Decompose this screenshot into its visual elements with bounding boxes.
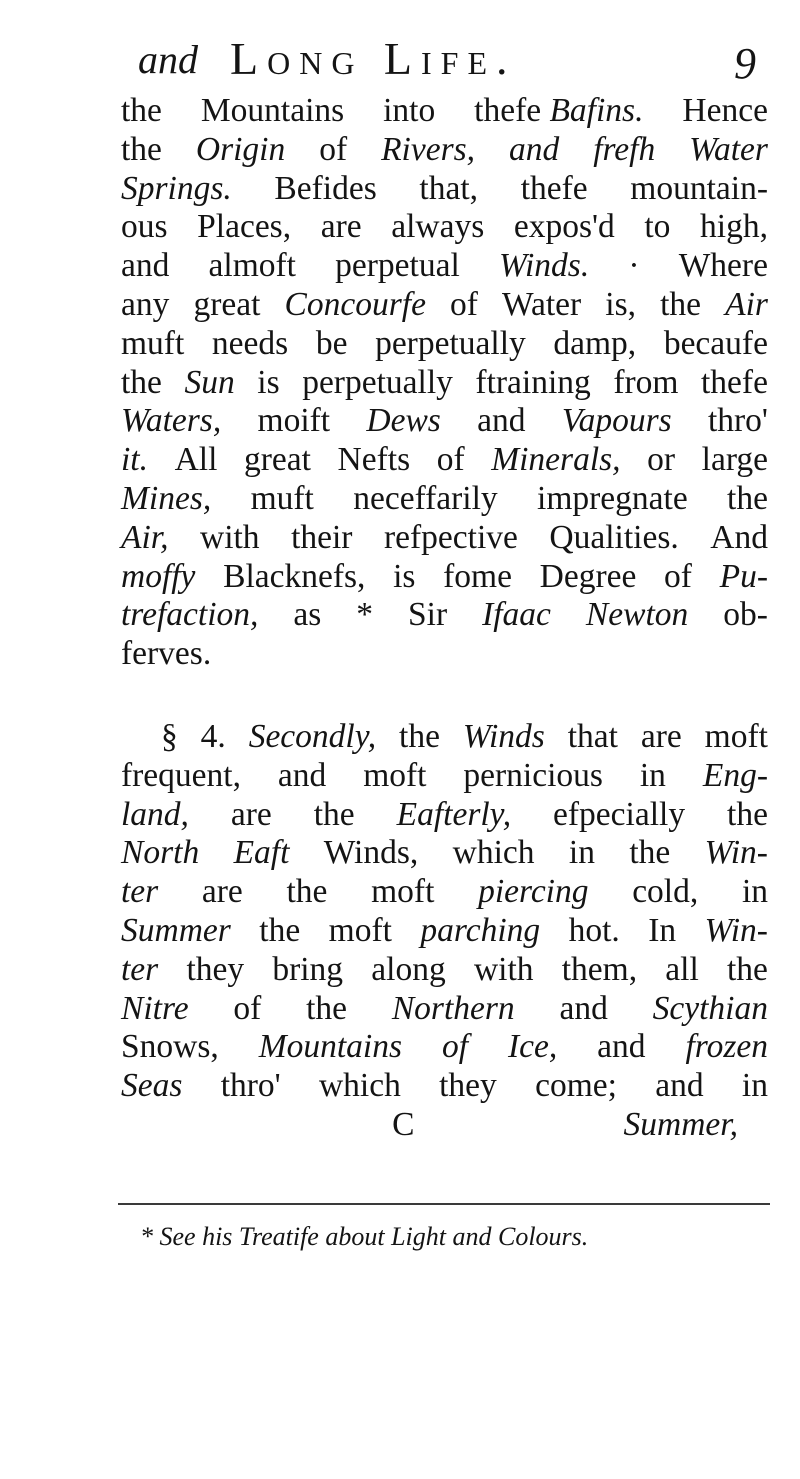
- word: the: [313, 795, 355, 833]
- word: cold,: [632, 873, 699, 911]
- word: moft: [704, 717, 768, 755]
- word: to: [644, 208, 671, 246]
- text-line: [121, 92, 768, 131]
- word: any: [121, 285, 170, 323]
- word: Vapours: [561, 402, 672, 440]
- word: Bafins.: [549, 92, 644, 129]
- running-head-title: Long Life.: [230, 33, 517, 84]
- word: Sun: [184, 363, 235, 401]
- word: in: [741, 873, 768, 911]
- word: it.: [121, 441, 148, 479]
- word: All: [174, 441, 218, 479]
- word: fome: [443, 557, 512, 595]
- word: are: [640, 717, 682, 755]
- word: needs: [211, 324, 289, 362]
- word: Water: [502, 285, 582, 323]
- running-head: [120, 30, 760, 100]
- footnote: * See his Treatife about Light and Colours.: [140, 1222, 589, 1251]
- word: their: [291, 518, 353, 556]
- word: be: [315, 324, 348, 362]
- word: mountain-: [630, 169, 768, 207]
- word: with: [473, 950, 534, 988]
- word: hot.: [568, 911, 620, 949]
- word: Snows,: [121, 1028, 219, 1066]
- word: §: [161, 717, 178, 755]
- word: ter: [121, 950, 159, 988]
- word: and: [559, 989, 608, 1027]
- word: the: [660, 285, 702, 323]
- word: expos'd: [513, 208, 615, 246]
- word: are: [320, 208, 362, 246]
- word: Seas: [121, 1067, 183, 1105]
- text-line: [121, 596, 768, 635]
- word: great: [193, 285, 261, 323]
- text-line: [121, 834, 768, 873]
- body-text: [121, 92, 768, 1145]
- word: moft: [363, 756, 427, 794]
- word: North: [121, 834, 200, 872]
- word: Win-: [704, 911, 768, 949]
- word: Winds: [462, 717, 545, 755]
- word: parching: [420, 911, 541, 949]
- word: perpetually: [302, 363, 453, 401]
- word: in: [741, 1067, 768, 1105]
- word: Mountains: [258, 1028, 402, 1066]
- word: Air: [725, 285, 768, 323]
- word: is,: [605, 285, 637, 323]
- word: Waters,: [121, 402, 222, 440]
- word: moft: [328, 911, 392, 949]
- word: ob-: [723, 596, 768, 634]
- word: and: [655, 1067, 704, 1105]
- word: thefe: [701, 363, 768, 401]
- word: Places,: [197, 208, 292, 246]
- word: perpetually: [375, 324, 526, 362]
- word: Scythian: [652, 989, 768, 1027]
- word: moffy: [121, 557, 196, 595]
- word: ftraining: [475, 363, 591, 401]
- word: impregnate: [537, 479, 688, 517]
- word: they: [186, 950, 245, 988]
- word: of: [441, 1028, 468, 1066]
- word: piercing: [478, 873, 589, 911]
- word: neceffarily: [353, 479, 498, 517]
- word: come;: [535, 1067, 617, 1105]
- word: thefe: [520, 169, 588, 207]
- text-line: [121, 519, 768, 558]
- word: Qualities.: [549, 518, 679, 556]
- word: are: [230, 795, 272, 833]
- text-line: [121, 873, 768, 912]
- word: the: [286, 873, 328, 911]
- word: the: [727, 795, 768, 833]
- word: And: [710, 518, 768, 556]
- word: Hence: [682, 92, 768, 129]
- word: as: [293, 596, 322, 634]
- catchword: Summer,: [623, 1105, 738, 1143]
- word: moft: [371, 873, 435, 911]
- text-line: [121, 402, 768, 441]
- word: that,: [419, 169, 479, 207]
- word: trefaction,: [121, 596, 259, 634]
- word: Nitre: [121, 989, 189, 1027]
- word: is: [393, 557, 416, 595]
- word: from: [613, 363, 679, 401]
- word: of: [450, 285, 478, 323]
- text-line: [121, 558, 768, 597]
- word: the: [121, 92, 162, 129]
- word: moift: [257, 402, 331, 440]
- word: which: [452, 834, 535, 872]
- word: them,: [561, 950, 638, 988]
- word: refpective: [383, 518, 518, 556]
- text-line: [121, 286, 768, 325]
- word: *: [356, 596, 374, 634]
- word: Newton: [585, 596, 689, 634]
- word: becaufe: [663, 324, 768, 362]
- text-line: [121, 131, 768, 170]
- word: perpetual: [335, 247, 460, 285]
- word: always: [391, 208, 485, 246]
- word: into: [383, 92, 436, 129]
- word: Secondly,: [248, 717, 377, 755]
- word: thefe: [474, 92, 542, 129]
- word: the: [629, 834, 671, 872]
- word: Befides: [274, 169, 377, 207]
- word: thro': [220, 1067, 281, 1105]
- word: Winds.: [498, 247, 590, 285]
- word: great: [244, 441, 311, 479]
- paragraph-gap: [121, 674, 768, 718]
- word: and: [597, 1028, 646, 1066]
- word: Sir: [408, 596, 448, 634]
- word: Win-: [704, 834, 768, 872]
- text-line: [121, 1067, 768, 1106]
- text-line: [121, 951, 768, 990]
- word: Summer: [121, 911, 231, 949]
- word: and: [121, 247, 170, 285]
- word: land,: [121, 795, 189, 833]
- word: Ifaac: [482, 596, 551, 634]
- text-line: [121, 247, 768, 286]
- word: along: [371, 950, 446, 988]
- word: Pu-: [719, 557, 768, 595]
- word: and: [477, 402, 526, 440]
- word: with: [200, 518, 260, 556]
- word: is: [257, 363, 280, 401]
- word: large: [701, 441, 768, 479]
- word: thro': [707, 402, 768, 440]
- word: and: [277, 756, 327, 794]
- word: Springs.: [121, 169, 232, 207]
- word: Mountains: [200, 92, 345, 129]
- word: efpecially: [553, 795, 686, 833]
- word: the: [121, 363, 162, 401]
- word: high,: [700, 208, 768, 246]
- word: Air,: [121, 518, 169, 556]
- signature-mark: C: [392, 1105, 415, 1143]
- word: Blacknefs,: [223, 557, 366, 595]
- word: the: [306, 989, 348, 1027]
- word: of: [436, 441, 465, 479]
- word: [474, 92, 643, 131]
- word: ous: [121, 208, 168, 246]
- word: Origin: [195, 130, 286, 168]
- word: Dews: [366, 402, 441, 440]
- word: or: [647, 441, 676, 479]
- word: bring: [272, 950, 344, 988]
- text-line: [121, 757, 768, 796]
- word: muft: [121, 324, 185, 362]
- text-line: [121, 364, 768, 403]
- word: In: [648, 911, 677, 949]
- text-line: [121, 170, 768, 209]
- word: muft: [250, 479, 314, 517]
- text-line: [121, 718, 768, 757]
- word: all: [665, 950, 699, 988]
- word: Eaft: [233, 834, 290, 872]
- word: the: [399, 717, 440, 755]
- word: in: [639, 756, 666, 794]
- text-line: [121, 480, 768, 519]
- footnote-rule: [118, 1203, 770, 1205]
- word: Degree: [539, 557, 637, 595]
- word: Nefts: [337, 441, 411, 479]
- word: they: [439, 1067, 497, 1105]
- word: damp,: [553, 324, 637, 362]
- text-line: [121, 208, 768, 247]
- word: ter: [121, 873, 159, 911]
- word: of: [664, 557, 692, 595]
- word: Mines,: [121, 479, 212, 517]
- word: frequent,: [121, 756, 241, 794]
- word: 4.: [200, 717, 226, 755]
- word: Concourfe: [284, 285, 426, 323]
- text-line: [121, 441, 768, 480]
- running-head-and: and: [138, 37, 198, 82]
- catchline: [121, 1106, 768, 1145]
- word: pernicious: [463, 756, 603, 794]
- word: almoft: [208, 247, 296, 285]
- word: are: [201, 873, 243, 911]
- word: Winds,: [323, 834, 419, 872]
- word: that: [567, 717, 618, 755]
- text-line: [121, 635, 768, 674]
- word: Water: [689, 130, 768, 168]
- word: ferves.: [121, 635, 212, 673]
- word: the: [121, 130, 162, 168]
- word: Northern: [391, 989, 515, 1027]
- word: of: [233, 989, 262, 1027]
- word: the: [727, 479, 768, 517]
- word: the: [727, 950, 768, 988]
- word: ·: [628, 247, 640, 285]
- word: in: [568, 834, 595, 872]
- text-line: [121, 912, 768, 951]
- text-line: [121, 325, 768, 364]
- word: Eng-: [702, 756, 768, 794]
- text-line: [121, 1028, 768, 1067]
- word: and: [508, 130, 560, 168]
- text-line: [121, 990, 768, 1029]
- word: Where: [678, 247, 768, 285]
- word: of: [319, 130, 348, 168]
- text-line: [121, 796, 768, 835]
- word: Rivers,: [381, 130, 476, 168]
- word: the: [259, 911, 301, 949]
- word: Eafterly,: [396, 795, 512, 833]
- word: Minerals,: [491, 441, 621, 479]
- word: frozen: [685, 1028, 768, 1066]
- page-number: 9: [734, 39, 756, 88]
- word: Ice,: [507, 1028, 558, 1066]
- word: frefh: [593, 130, 656, 168]
- word: which: [318, 1067, 401, 1105]
